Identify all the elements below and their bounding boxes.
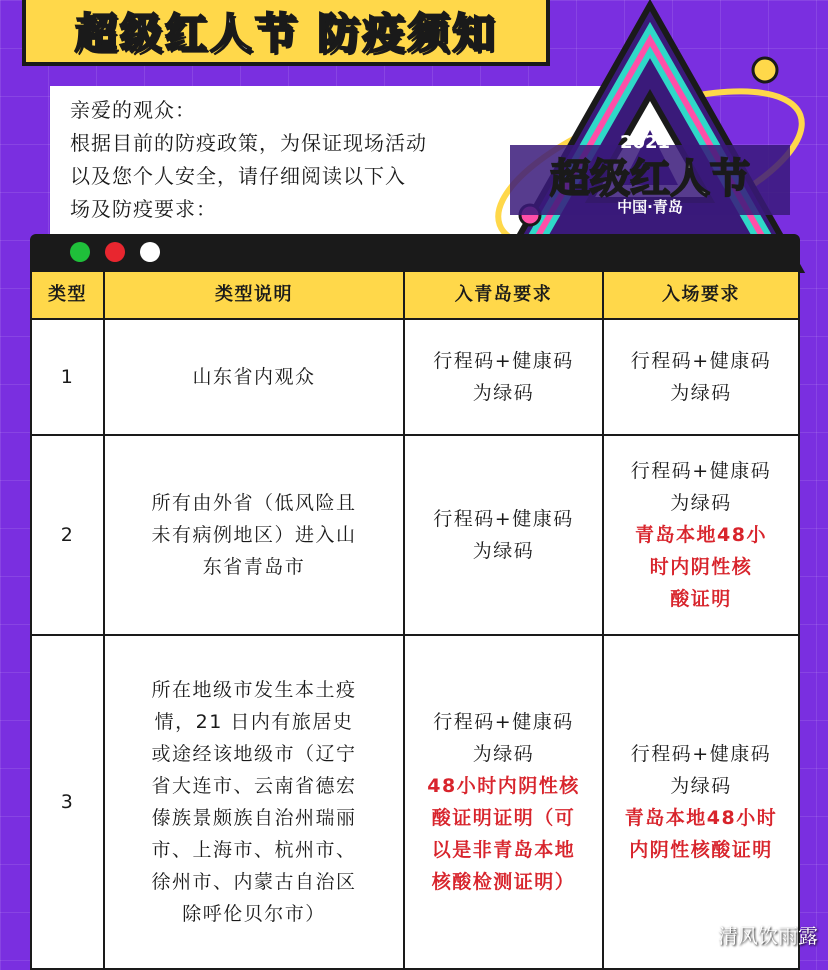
row-type-cell: 1 xyxy=(32,319,104,435)
row-description-cell-line: 东省青岛市 xyxy=(202,556,306,578)
red-dot-icon xyxy=(105,242,125,262)
row-venue-entry-cell-highlight-line: 酸证明 xyxy=(670,588,732,610)
row-description-cell-line: 除呼伦贝尔市） xyxy=(182,903,326,925)
row-description-cell-line: 市、上海市、杭州市、 xyxy=(151,839,357,861)
row-venue-entry-cell-highlight-line: 青岛本地48小时 xyxy=(624,807,778,829)
row-venue-entry-cell-line: 行程码+健康码 xyxy=(630,460,772,482)
row-qingdao-entry-cell-line: 为绿码 xyxy=(472,743,535,765)
row-type-cell: 2 xyxy=(32,435,104,635)
row-qingdao-entry-cell-line: 为绿码 xyxy=(472,540,535,562)
header-description: 类型说明 xyxy=(104,271,404,319)
row-venue-entry-cell-line: 行程码+健康码 xyxy=(630,743,772,765)
row-venue-entry-cell-line: 为绿码 xyxy=(670,382,732,404)
row-qingdao-entry-cell-highlight-line: 以是非青岛本地 xyxy=(431,839,576,861)
row-description-cell-line: 傣族景颇族自治州瑞丽 xyxy=(151,807,357,829)
row-description-cell-line: 所在地级市发生本土疫 xyxy=(151,679,357,701)
intro-line: 根据目前的防疫政策，为保证现场活动 xyxy=(70,131,427,155)
row-venue-entry-cell-highlight-line: 时内阴性核 xyxy=(649,556,753,578)
row-qingdao-entry-cell-line: 行程码+健康码 xyxy=(433,350,574,372)
row-qingdao-entry-cell-line: 行程码+健康码 xyxy=(433,508,574,530)
row-qingdao-entry-cell-highlight-line: 核酸检测证明） xyxy=(431,871,576,893)
page-title: 超级红人节 防疫须知 xyxy=(74,9,498,58)
logo-location: 中国·青岛 xyxy=(617,198,683,216)
row-venue-entry-cell-highlight-line: 内阴性核酸证明 xyxy=(629,839,773,861)
intro-line: 亲爱的观众： xyxy=(70,98,196,122)
row-qingdao-entry-cell xyxy=(404,319,603,435)
table-header-row xyxy=(32,271,798,319)
window-titlebar xyxy=(30,234,800,270)
row-venue-entry-cell-line: 行程码+健康码 xyxy=(630,350,772,372)
intro-line: 以及您个人安全，请仔细阅读以下入 xyxy=(70,164,406,188)
table-row xyxy=(32,319,798,435)
row-description-cell-line: 未有病例地区）进入山 xyxy=(151,524,357,546)
green-dot-icon xyxy=(70,242,90,262)
row-description-cell xyxy=(104,635,404,969)
row-type-cell: 3 xyxy=(32,635,104,969)
row-description-cell xyxy=(104,319,404,435)
watermark: 清风饮雨露 xyxy=(718,924,818,948)
header-venue-entry: 入场要求 xyxy=(603,271,798,319)
row-description-cell-line: 情，21 日内有旅居史 xyxy=(154,711,354,733)
row-qingdao-entry-cell-highlight-line: 酸证明证明（可 xyxy=(431,807,576,829)
row-venue-entry-cell-highlight-line: 青岛本地48小 xyxy=(635,524,767,546)
row-description-cell-line: 山东省内观众 xyxy=(192,366,316,388)
row-description-cell-line: 所有由外省（低风险且 xyxy=(151,492,357,514)
requirements-table xyxy=(30,270,800,970)
row-qingdao-entry-cell-line: 行程码+健康码 xyxy=(433,711,574,733)
row-venue-entry-cell xyxy=(603,435,798,635)
row-description-cell-line: 或途经该地级市（辽宁 xyxy=(151,743,357,765)
logo-year: 2021 xyxy=(619,132,671,153)
white-dot-icon xyxy=(140,242,160,262)
header-type: 类型 xyxy=(32,271,104,319)
row-qingdao-entry-cell xyxy=(404,635,603,969)
table-row xyxy=(32,635,798,969)
row-qingdao-entry-cell-line: 为绿码 xyxy=(472,382,535,404)
row-venue-entry-cell xyxy=(603,319,798,435)
table-row xyxy=(32,435,798,635)
logo-name: 超级红人节 xyxy=(550,156,750,202)
row-description-cell-line: 省大连市、云南省德宏 xyxy=(151,775,357,797)
row-description-cell-line: 徐州市、内蒙古自治区 xyxy=(151,871,357,893)
row-qingdao-entry-cell xyxy=(404,435,603,635)
intro-line: 场及防疫要求： xyxy=(70,197,217,221)
row-qingdao-entry-cell-highlight-line: 48小时内阴性核 xyxy=(427,775,580,797)
row-venue-entry-cell-line: 为绿码 xyxy=(670,492,732,514)
header-qingdao-entry: 入青岛要求 xyxy=(404,271,603,319)
row-venue-entry-cell-line: 为绿码 xyxy=(670,775,732,797)
row-description-cell xyxy=(104,435,404,635)
row-venue-entry-cell xyxy=(603,635,798,969)
